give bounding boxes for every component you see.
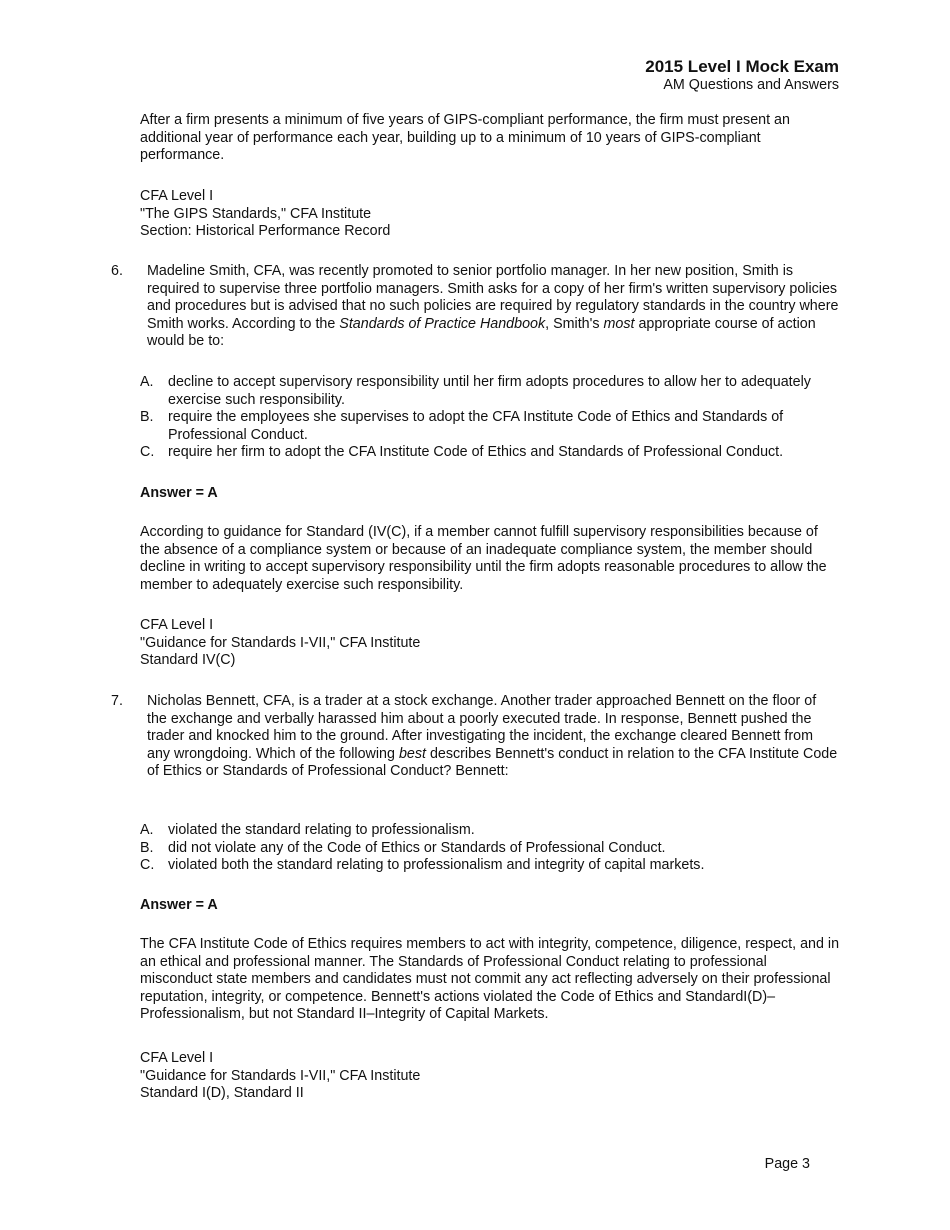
option-c bbox=[140, 444, 840, 462]
option-text: violated both the standard relating to professionalism and integrity of capital markets. bbox=[168, 857, 705, 874]
reference-line: CFA Level I bbox=[140, 617, 214, 633]
exam-subtitle: AM Questions and Answers bbox=[663, 77, 839, 93]
option-text: did not violate any of the Code of Ethics or Standards of Professional Conduct. bbox=[168, 839, 666, 856]
reference-line: Section: Historical Performance Record bbox=[140, 223, 391, 240]
page-header bbox=[645, 56, 839, 95]
option-letter: B. bbox=[140, 839, 154, 856]
intro-section bbox=[140, 112, 840, 165]
question-text: Nicholas Bennett, CFA, is a trader at a stock exchange. Another trader approached Bennett on the floor of the exchange and verbally harassed him about a poorly executed trade. In response, Bennett pushed the trader and knocked him to the ground. After investigating the incident, the exchange cleared Bennett from any wrongdoing. Which of the following best describes Bennett's conduct in relation to the CFA Institute Code of Ethics or Standards of Professional Conduct? Bennett: bbox=[147, 693, 838, 780]
question-6-options bbox=[140, 374, 840, 462]
option-b bbox=[140, 409, 840, 444]
question-6-explanation bbox=[140, 524, 840, 594]
question-7 bbox=[111, 693, 840, 781]
option-letter: C. bbox=[140, 444, 155, 461]
question-7-explanation bbox=[140, 936, 840, 1024]
reference-line: "The GIPS Standards," CFA Institute bbox=[140, 205, 372, 222]
reference-line: Standard IV(C) bbox=[140, 652, 236, 669]
reference-line: "Guidance for Standards I-VII," CFA Institute bbox=[140, 634, 421, 651]
option-a bbox=[140, 374, 840, 409]
question-6-references bbox=[140, 617, 840, 670]
question-6-answer: Answer = A bbox=[140, 485, 218, 501]
option-a bbox=[140, 822, 840, 840]
reference-line: CFA Level I bbox=[140, 1050, 214, 1066]
option-c bbox=[140, 857, 840, 875]
question-7-references bbox=[140, 1050, 840, 1103]
intro-references bbox=[140, 188, 840, 241]
explanation-paragraph: The CFA Institute Code of Ethics requires members to act with integrity, competence, diligence, respect, and in an ethical and professional manner. The Standards of Professional Conduct relating to professional misconduct state members and candidates must not commit any act reflecting adversely on their professional reputation, integrity, or competence. Bennett's actions violated the Code of Ethics and StandardI(D)–Professionalism, but not Standard II–Integrity of Capital Markets. bbox=[140, 936, 840, 1023]
option-letter: A. bbox=[140, 374, 154, 390]
page-number: Page 3 bbox=[764, 1156, 810, 1172]
option-b bbox=[140, 840, 840, 858]
option-letter: B. bbox=[140, 409, 154, 426]
option-letter: C. bbox=[140, 857, 155, 874]
reference-line: CFA Level I bbox=[140, 188, 214, 204]
intro-paragraph: After a firm presents a minimum of five years of GIPS-compliant performance, the firm must present an additional year of performance each year, building up to a minimum of 10 years of GIPS-compliant performance. bbox=[140, 112, 790, 164]
question-6 bbox=[111, 263, 840, 351]
exam-title: 2015 Level I Mock Exam bbox=[645, 57, 839, 76]
reference-line: "Guidance for Standards I-VII," CFA Institute bbox=[140, 1067, 421, 1084]
question-7-options bbox=[140, 822, 840, 875]
question-number: 7. bbox=[111, 693, 123, 709]
question-7-answer: Answer = A bbox=[140, 897, 218, 913]
option-text: decline to accept supervisory responsibility until her firm adopts procedures to allow her to adequately exercise such responsibility. bbox=[168, 374, 811, 408]
option-text: require her firm to adopt the CFA Institute Code of Ethics and Standards of Professional Conduct. bbox=[168, 444, 784, 461]
question-text: Madeline Smith, CFA, was recently promoted to senior portfolio manager. In her new position, Smith is required to supervise three portfolio managers. Smith asks for a copy of her firm's written supervisory policies and procedures but is advised that no such policies are required by regulatory standards in the country where Smith works. According to the Standards of Practice Handbook, Smith's most appropriate course of action would be to: bbox=[147, 263, 839, 350]
option-letter: A. bbox=[140, 822, 154, 838]
question-number: 6. bbox=[111, 263, 123, 279]
explanation-paragraph: According to guidance for Standard (IV(C), if a member cannot fulfill supervisory responsibilities because of the absence of a compliance system or because of an inadequate compliance system, the member should decline in writing to accept supervisory responsibility until the firm adopts reasonable procedures to allow the member to adequately exercise such responsibility. bbox=[140, 524, 827, 593]
option-text: require the employees she supervises to adopt the CFA Institute Code of Ethics and Standards of Professional Conduct. bbox=[168, 409, 784, 443]
reference-line: Standard I(D), Standard II bbox=[140, 1085, 304, 1102]
option-text: violated the standard relating to professionalism. bbox=[168, 822, 475, 838]
